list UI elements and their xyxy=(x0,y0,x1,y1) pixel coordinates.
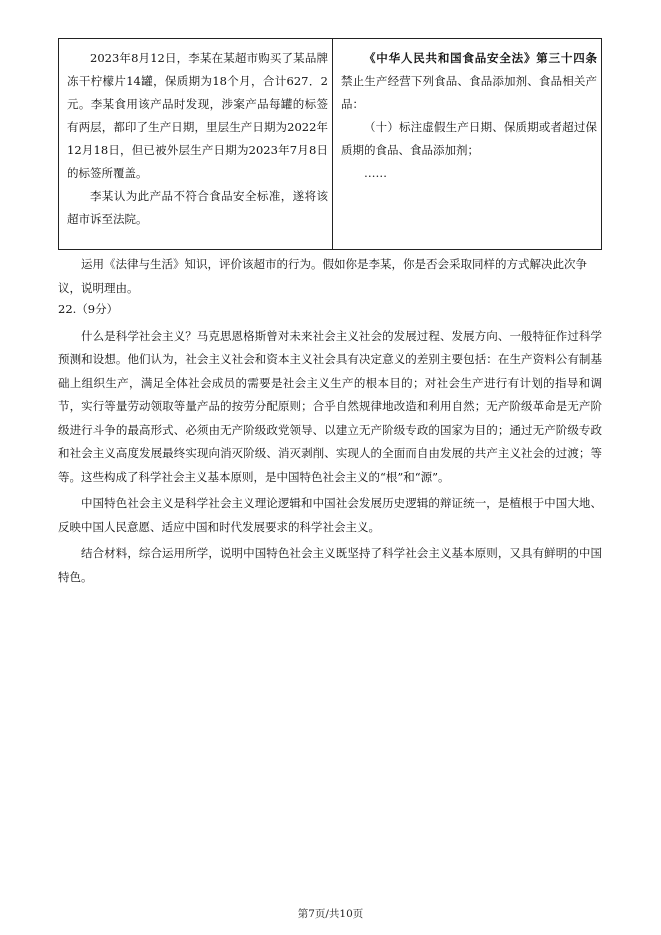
question-22 xyxy=(58,298,602,589)
question-text: 运用《法律与生活》知识，评价该超市的行为。假如你是李某，你是否会采取同样的方式解决此次争议，说明理由。 xyxy=(58,257,587,295)
law-item: （十）标注虚假生产日期、保质期或者超过保质期的食品、食品添加剂； xyxy=(341,120,597,157)
case-paragraph: 2023年8月12日，李某在某超市购买了某品牌冻干柠檬片14罐，保质期为18个月，合计627．2元。李某食用该产品时发现，涉案产品每罐的标签有两层，都印了生产日期，里层生产日期为2022年12月18日，但已被外层生产日期为2023年7月8日的标签所覆盖。 xyxy=(67,51,328,180)
page-footer: 第7页/共10页 xyxy=(297,908,364,920)
law-title: 《中华人民共和国食品安全法》第三十四条 xyxy=(364,51,597,65)
question-number: 22.（9分） xyxy=(58,302,119,316)
material-paragraph: 中国特色社会主义是科学社会主义理论逻辑和中国社会发展历史逻辑的辩证统一，是植根于中国大地、反映中国人民意愿、适应中国和时代发展要求的科学社会主义。 xyxy=(58,496,602,534)
law-text: 禁止生产经营下列食品、食品添加剂、食品相关产品： xyxy=(341,74,597,111)
material-paragraph: 什么是科学社会主义？马克思恩格斯曾对未来社会主义社会的发展过程、发展方向、一般特征作过科学预测和设想。他们认为，社会主义社会和资本主义社会具有决定意义的差别主要包括：在生产资料公有制基础上组织生产，满足全体社会成员的需要是社会主义生产的根本目的；对社会生产进行有计划的指导和调节，实行等量劳动领取等量产品的按劳分配原则；合乎自然规律地改造和利用自然；无产阶级革命是无产阶级进行斗争的最高形式、必须由无产阶级政党领导、以建立无产阶级专政的国家为目的；通过无产阶级专政和社会主义高度发展最终实现向消灭阶级、消灭剥削、实现人的全面而自由发展的共产主义社会的过渡；等等。这些构成了科学社会主义基本原则，是中国特色社会主义的“根”和“源”。 xyxy=(58,328,602,484)
law-article xyxy=(341,47,597,116)
question-21-prompt xyxy=(58,252,602,300)
question-text: 结合材料，综合运用所学，说明中国特色社会主义既坚持了科学社会主义基本原则，又具有鲜明的中国特色。 xyxy=(58,546,602,584)
law-ellipsis: …… xyxy=(364,166,387,180)
case-paragraph: 李某认为此产品不符合食品安全标准，遂将该超市诉至法院。 xyxy=(67,189,328,226)
case-material-table xyxy=(58,38,602,250)
law-excerpt-cell xyxy=(333,39,601,249)
case-description-cell xyxy=(59,39,333,249)
